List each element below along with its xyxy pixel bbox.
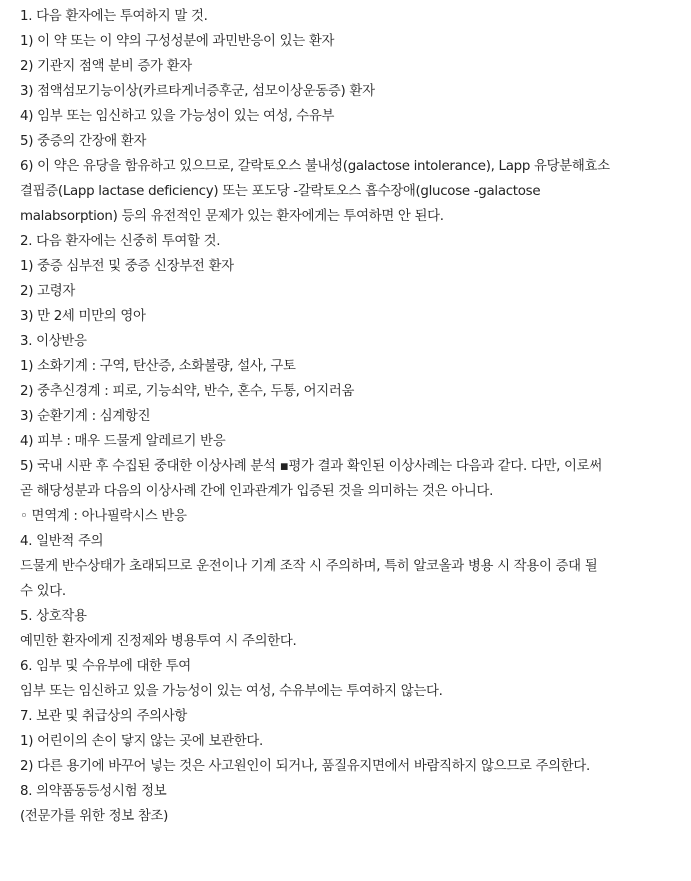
section-heading-caution: 2. 다음 환자에는 신중히 투여할 것.: [20, 234, 221, 249]
list-item: ◦ 면역계 : 아나필락시스 반응: [20, 509, 187, 524]
section-heading-pregnancy: 6. 임부 및 수유부에 대한 투여: [20, 659, 191, 674]
list-item: 1) 어린이의 손이 닿지 않는 곳에 보관한다.: [20, 734, 264, 749]
section-heading-interactions: 5. 상호작용: [20, 609, 87, 624]
list-item: 1) 소화기계 : 구역, 탄산증, 소화불량, 설사, 구토: [20, 359, 296, 374]
paragraph-line: 예민한 환자에게 진정제와 병용투여 시 주의한다.: [20, 634, 297, 649]
paragraph-line: (전문가를 위한 정보 참조): [20, 809, 169, 824]
list-item: 6) 이 약은 유당을 함유하고 있으므로, 갈락토오스 불내성(galactose intolerance), Lapp 유당분해효소: [20, 159, 610, 174]
list-item: 5) 국내 시판 후 수집된 중대한 이상사례 분석 ▪평가 결과 확인된 이상사례는 다음과 같다. 다만, 이로써: [20, 459, 602, 474]
list-item: 4) 피부 : 매우 드물게 알레르기 반응: [20, 434, 226, 449]
list-item-continuation: malabsorption) 등의 유전적인 문제가 있는 환자에게는 투여하면 안 된다.: [20, 209, 444, 224]
list-item: 3) 순환기계 : 심계항진: [20, 409, 151, 424]
paragraph-line: 임부 또는 임신하고 있을 가능성이 있는 여성, 수유부에는 투여하지 않는다.: [20, 684, 443, 699]
section-heading-general-precautions: 4. 일반적 주의: [20, 534, 104, 549]
list-item: 2) 고령자: [20, 284, 76, 299]
list-item: 1) 중증 심부전 및 중증 신장부전 환자: [20, 259, 234, 274]
list-item: 2) 중추신경계 : 피로, 기능쇠약, 반수, 혼수, 두통, 어지러움: [20, 384, 355, 399]
section-heading-adverse-reactions: 3. 이상반응: [20, 334, 87, 349]
list-item: 1) 이 약 또는 이 약의 구성성분에 과민반응이 있는 환자: [20, 34, 335, 49]
section-heading-bioequivalence: 8. 의약품동등성시험 정보: [20, 784, 167, 799]
list-item-continuation: 곧 해당성분과 다음의 이상사례 간에 인과관계가 입증된 것을 의미하는 것은 아니다.: [20, 484, 494, 499]
section-heading-contraindications: 1. 다음 환자에는 투여하지 말 것.: [20, 9, 208, 24]
list-item: 2) 다른 용기에 바꾸어 넣는 것은 사고원인이 되거나, 품질유지면에서 바람직하지 않으므로 주의한다.: [20, 759, 590, 774]
list-item-continuation: 결핍증(Lapp lactase deficiency) 또는 포도당 -갈락토오스 흡수장애(glucose -galactose: [20, 184, 541, 199]
list-item: 4) 임부 또는 임신하고 있을 가능성이 있는 여성, 수유부: [20, 109, 335, 124]
section-heading-storage: 7. 보관 및 취급상의 주의사항: [20, 709, 187, 724]
paragraph-line: 수 있다.: [20, 584, 66, 599]
list-item: 3) 점액섬모기능이상(카르타게너증후군, 섬모이상운동증) 환자: [20, 84, 375, 99]
list-item: 5) 중증의 간장애 환자: [20, 134, 147, 149]
list-item: 2) 기관지 점액 분비 증가 환자: [20, 59, 192, 74]
list-item: 3) 만 2세 미만의 영아: [20, 309, 146, 324]
paragraph-line: 드물게 반수상태가 초래되므로 운전이나 기계 조작 시 주의하며, 특히 알코올과 병용 시 작용이 증대 될: [20, 559, 598, 574]
